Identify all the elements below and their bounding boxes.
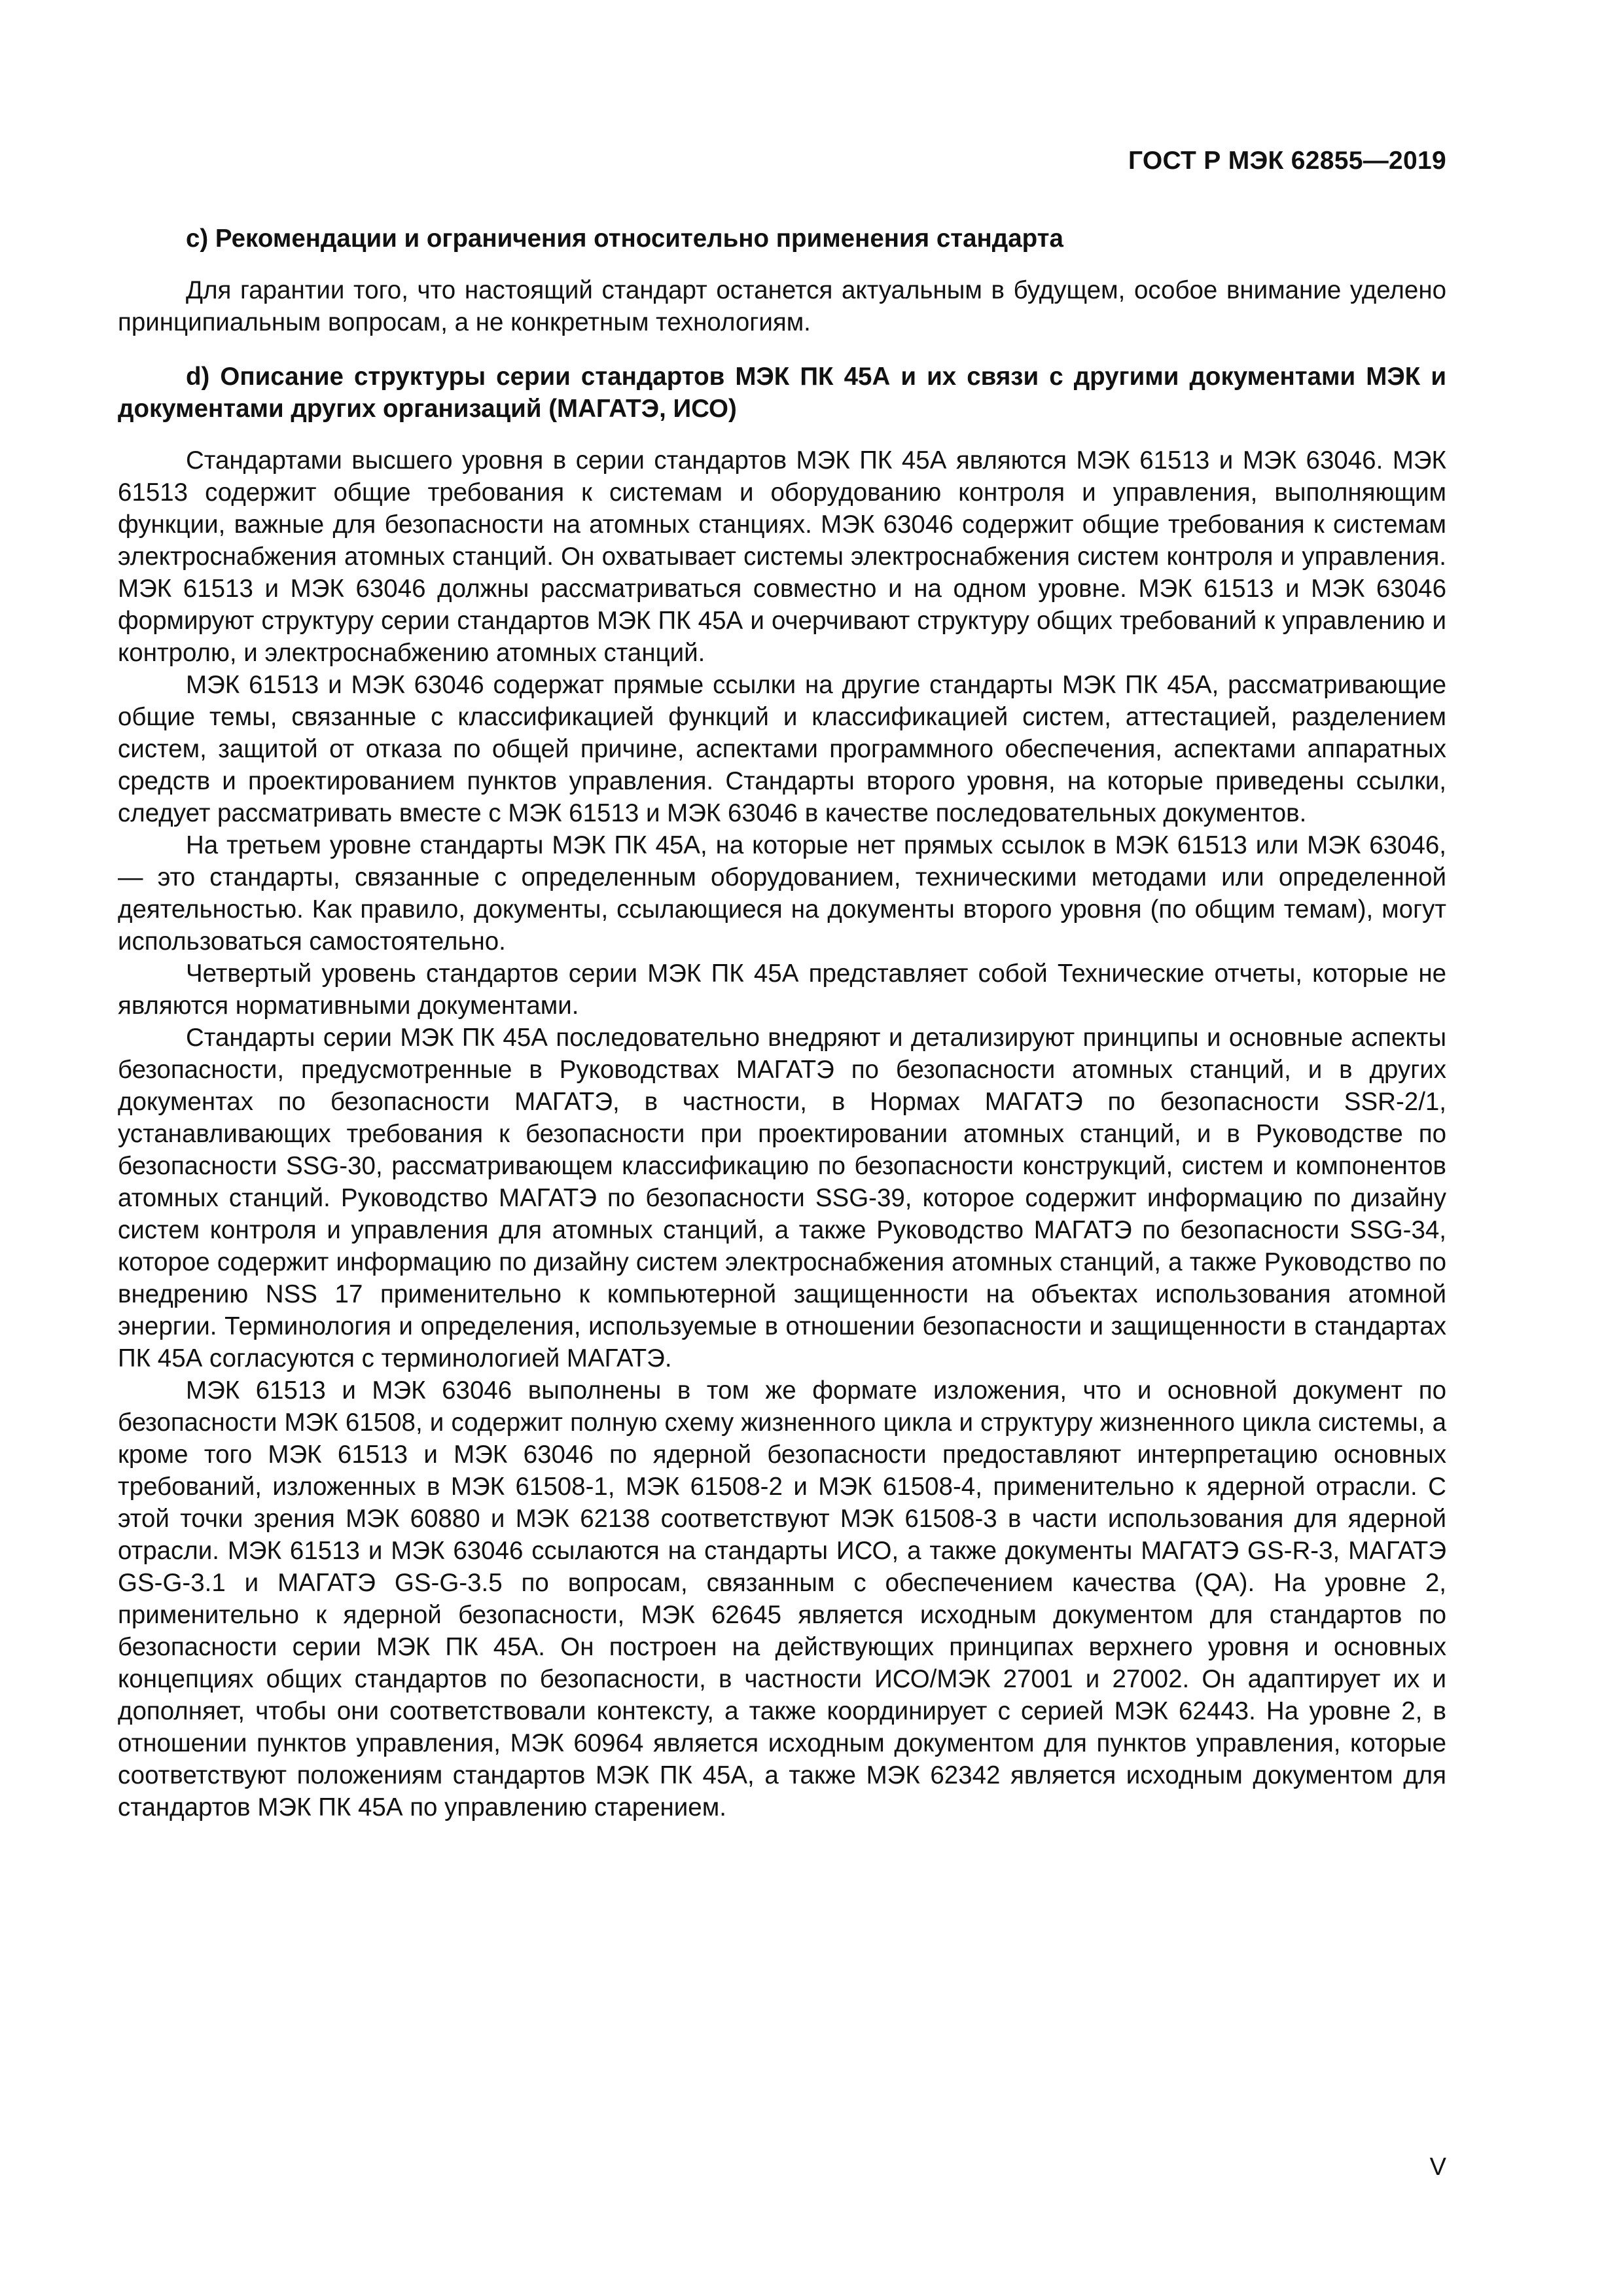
section-d-paragraph-1: Стандартами высшего уровня в серии стандартов МЭК ПК 45А являются МЭК 61513 и МЭК 63046. МЭК 61513 содержит общие требования к системам и оборудованию контроля и управления, выполняющим функции, важные для безопасности на атомных станциях. МЭК 63046 содержит общие требования к системам электроснабжения атомных станций. Он охватывает системы электроснабжения систем контроля и управления. МЭК 61513 и МЭК 63046 должны рассматриваться совместно и на одном уровне. МЭК 61513 и МЭК 63046 формируют структуру серии стандартов МЭК ПК 45А и очерчивают структуру общих требований к управлению и контролю, и электроснабжению атомных станций. bbox=[118, 446, 1446, 667]
section-c-paragraph: Для гарантии того, что настоящий стандарт останется актуальным в будущем, особое внимание уделено принципиальным вопросам, а не конкретным технологиям. bbox=[118, 276, 1446, 336]
section-d-paragraph-5: Стандарты серии МЭК ПК 45А последовательно внедряют и детализируют принципы и основные аспекты безопасности, предусмотренные в Руководствах МАГАТЭ по безопасности атомных станций, и в других документах по безопасности МАГАТЭ, в частности, в Нормах МАГАТЭ по безопасности SSR-2/1, устанавливающих требования к безопасности при проектировании атомных станций, и в Руководстве по безопасности SSG-30, рассматривающем классификацию по безопасности конструкций, систем и компонентов атомных станций. Руководство МАГАТЭ по безопасности SSG-39, которое содержит информацию по дизайну систем контроля и управления для атомных станций, а также Руководство МАГАТЭ по безопасности SSG-34, которое содержит информацию по дизайну систем электроснабжения атомных станций, а также Руководство по внедрению NSS 17 применительно к компьютерной защищенности на объектах использования атомной энергии. Терминология и определения, используемые в отношении безопасности и защищенности в стандартах ПК 45А согласуются с терминологией МАГАТЭ. bbox=[118, 1024, 1446, 1372]
section-heading-c: c) Рекомендации и ограничения относительно применения стандарта bbox=[186, 224, 1063, 253]
section-d-paragraph-2: МЭК 61513 и МЭК 63046 содержат прямые ссылки на другие стандарты МЭК ПК 45А, рассматривающие общие темы, связанные с классификацией функций и классификацией систем, аттестацией, разделением систем, защитой от отказа по общей причине, аспектами программного обеспечения, аспектами аппаратных средств и проектированием пунктов управления. Стандарты второго уровня, на которые приведены ссылки, следует рассматривать вместе с МЭК 61513 и МЭК 63046 в качестве последовательных документов. bbox=[118, 671, 1446, 827]
section-d-paragraph-4: Четвертый уровень стандартов серии МЭК ПК 45А представляет собой Технические отчеты, которые не являются нормативными документами. bbox=[118, 960, 1446, 1020]
document-header-code: ГОСТ Р МЭК 62855—2019 bbox=[1128, 147, 1446, 175]
section-d-paragraph-3: На третьем уровне стандарты МЭК ПК 45А, на которые нет прямых ссылок в МЭК 61513 или МЭК 63046, — это стандарты, связанные с определенным оборудованием, техническими методами или определенной деятельностью. Как правило, документы, ссылающиеся на документы второго уровня (по общим темам), могут использоваться самостоятельно. bbox=[118, 831, 1446, 956]
document-body bbox=[118, 223, 1446, 1823]
section-heading-d: d) Описание структуры серии стандартов МЭК ПК 45А и их связи с другими документами МЭК и документами других организаций (МАГАТЭ, ИСО) bbox=[118, 363, 1446, 423]
page-number: V bbox=[1429, 2153, 1446, 2181]
section-d-paragraph-6: МЭК 61513 и МЭК 63046 выполнены в том же формате изложения, что и основной документ по безопасности МЭК 61508, и содержит полную схему жизненного цикла и структуру жизненного цикла системы, а кроме того МЭК 61513 и МЭК 63046 по ядерной безопасности предоставляют интерпретацию основных требований, изложенных в МЭК 61508-1, МЭК 61508-2 и МЭК 61508-4, применительно к ядерной отрасли. С этой точки зрения МЭК 60880 и МЭК 62138 соответствуют МЭК 61508-3 в части использования для ядерной отрасли. МЭК 61513 и МЭК 63046 ссылаются на стандарты ИСО, а также документы МАГАТЭ GS-R-3, МАГАТЭ GS-G-3.1 и МАГАТЭ GS-G-3.5 по вопросам, связанным с обеспечением качества (QA). На уровне 2, применительно к ядерной безопасности, МЭК 62645 является исходным документом для стандартов по безопасности серии МЭК ПК 45А. Он построен на действующих принципах верхнего уровня и основных концепциях общих стандартов по безопасности, в частности ИСО/МЭК 27001 и 27002. Он адаптирует их и дополняет, чтобы они соответствовали контексту, а также координирует с серией МЭК 62443. На уровне 2, в отношении пунктов управления, МЭК 60964 является исходным документом для пунктов управления, которые соответствуют положениям стандартов МЭК ПК 45А, а также МЭК 62342 является исходным документом для стандартов МЭК ПК 45А по управлению старением. bbox=[118, 1376, 1446, 1821]
